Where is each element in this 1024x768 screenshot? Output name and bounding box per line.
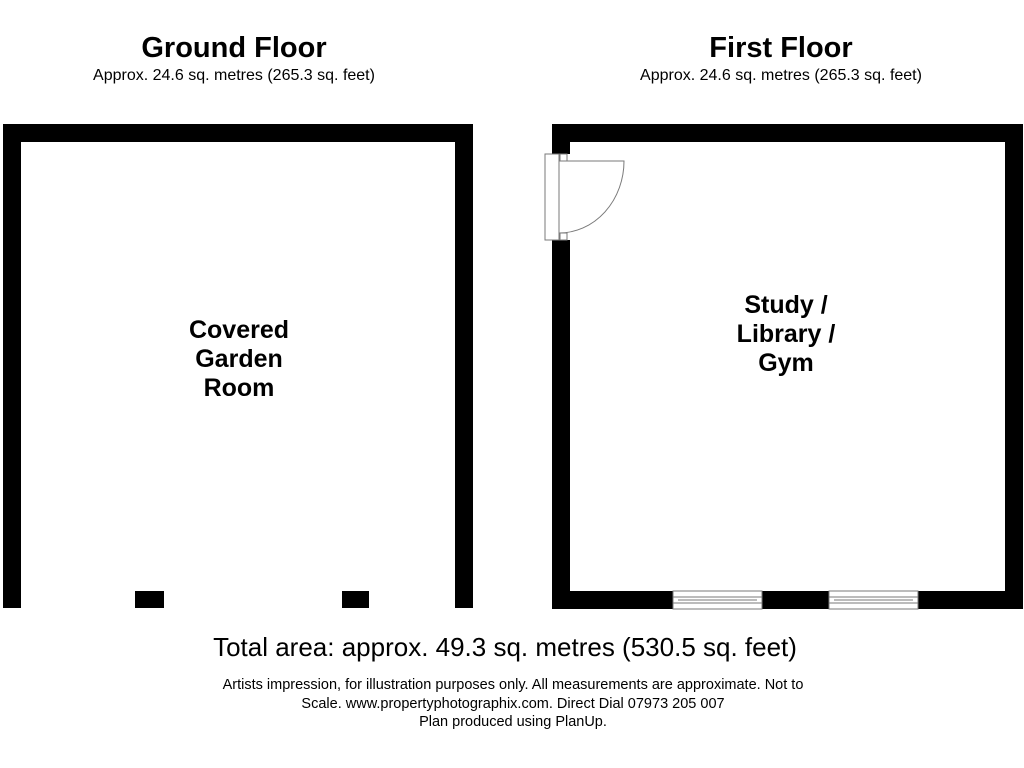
ground-floor-title: Ground Floor <box>141 32 327 64</box>
disclaimer-line: Artists impression, for illustration purposes only. All measurements are approximate. Not to <box>222 677 804 693</box>
disclaimer <box>0 676 1024 732</box>
ground-floor-left-wall <box>3 124 21 608</box>
first-floor-left-wall-lower <box>552 240 570 609</box>
first-floor-title: First Floor <box>709 32 853 64</box>
ground-floor-area: Approx. 24.6 sq. metres (265.3 sq. feet) <box>93 67 375 84</box>
first-floor-top-wall <box>552 124 1023 142</box>
room-label-line: Library / <box>736 320 836 348</box>
disclaimer-line: Scale. www.propertyphotographix.com. Direct Dial 07973 205 007 <box>301 695 725 712</box>
ground-floor-post-left <box>135 591 164 608</box>
door-icon <box>545 154 624 240</box>
window-right-icon <box>829 591 918 609</box>
first-floor-left-wall-upper <box>552 124 570 154</box>
ground-floor-top-wall <box>3 124 473 142</box>
first-floor-bottom-wall-left <box>552 591 673 609</box>
first-floor-area: Approx. 24.6 sq. metres (265.3 sq. feet) <box>640 67 922 84</box>
room-label-line: Study / <box>744 291 828 319</box>
total-area: Total area: approx. 49.3 sq. metres (530.5 sq. feet) <box>213 632 797 662</box>
room-label-line: Garden <box>195 345 283 373</box>
room-label-line: Covered <box>188 316 290 344</box>
first-floor-bottom-wall-mid <box>762 591 829 609</box>
ground-floor-right-wall <box>455 124 473 608</box>
window-left-icon <box>673 591 762 609</box>
disclaimer-line: Plan produced using PlanUp. <box>419 714 607 730</box>
first-floor-bottom-wall-right <box>918 591 1023 609</box>
first-floor-room-label <box>666 291 906 378</box>
ground-floor-room-label <box>119 316 359 403</box>
room-label-line: Gym <box>758 349 814 377</box>
room-label-line: Room <box>203 374 275 402</box>
first-floor-right-wall <box>1005 124 1023 609</box>
ground-floor-post-right <box>342 591 369 608</box>
